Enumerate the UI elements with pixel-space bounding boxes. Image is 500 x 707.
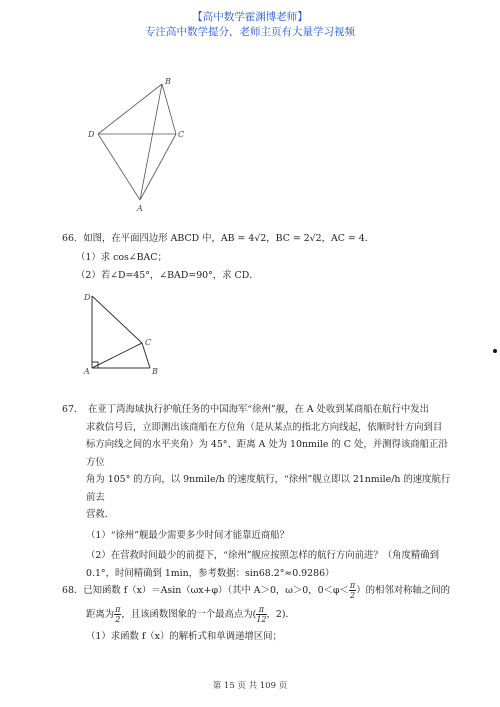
header-subtitle: 专注高中数学提分，老师主页有大量学习视频 xyxy=(145,26,355,38)
label-A: A xyxy=(137,204,143,213)
q67-line4: 角为 105° 的方向，以 9nmile/h 的速度航行，“徐州”舰立即以 21nmile/h 的速度航行前去 xyxy=(86,474,451,503)
header-title: 【高中数学霍渊博老师】 xyxy=(192,11,308,23)
q68-part1: （1）求函数 f（x）的解析式和单调递增区间； xyxy=(86,631,282,642)
q68-line2a: 距离为 xyxy=(86,609,115,620)
question-66 xyxy=(62,232,457,283)
label-C: C xyxy=(145,338,152,347)
q68-line1 xyxy=(62,580,457,602)
edge-BD xyxy=(98,84,162,134)
edge-DC xyxy=(92,296,142,343)
label-D: D xyxy=(88,130,95,139)
q68-line2b: ，且该函数图象的一个最高点为( xyxy=(121,609,257,620)
label-C: C xyxy=(178,130,185,139)
q68-line1b: ）的相邻对称轴之间的 xyxy=(356,585,450,596)
edge-BC xyxy=(162,84,176,134)
question-68 xyxy=(62,580,457,648)
q68-line1a: 68．已知函数 f（x）＝Asin（ωx+φ）（其中 A＞0，ω＞0，0＜φ＜ xyxy=(62,585,349,596)
q67-part1: （1）“徐州”舰最少需要多少时间才能靠近商船？ xyxy=(86,529,290,541)
label-B: B xyxy=(165,77,171,86)
q68-line2c: ，2)． xyxy=(266,609,295,620)
margin-dot xyxy=(493,349,497,353)
q66-stem: 66．如图，在平面四边形 ABCD 中，AB = 4√2，BC = 2√2，AC = 4． xyxy=(62,233,375,244)
q67-line1: 67． 在亚丁湾海域执行护航任务的中国海军“徐州”舰，在 A 处收到某商船在航行中发出 xyxy=(62,404,430,415)
fraction-pi-over-2: $\frac{\pi}{2}$ xyxy=(349,581,356,600)
page-footer: 第 15 页 共 109 页 xyxy=(212,681,288,691)
label-D: D xyxy=(84,293,91,302)
q66-part2: （2）若∠D=45°，∠BAD=90°，求 CD． xyxy=(76,270,259,281)
q68-line2 xyxy=(62,604,457,626)
fraction-pi-over-12: $\frac{\pi}{12}$ xyxy=(256,605,267,624)
label-A: A xyxy=(84,367,90,376)
edge-BA xyxy=(140,84,162,200)
page-header xyxy=(0,10,500,40)
q67-line2: 求救信号后，立即测出该商船在方位角（是从某点的指北方向线起，依顺时针方向到目 xyxy=(86,421,443,433)
q67-line5: 营救． xyxy=(86,509,115,520)
figure-quadrilateral-2 xyxy=(82,288,172,378)
edge-AC xyxy=(92,343,142,368)
label-B: B xyxy=(152,367,158,376)
q67-part2a: （2）在营救时间最少的前提下，“徐州”舰应按照怎样的航行方向前进？（角度精确到 xyxy=(86,550,440,561)
edge-DA xyxy=(98,134,140,200)
edge-CA xyxy=(140,134,176,200)
question-67 xyxy=(62,401,457,582)
q66-part1: （1）求 cos∠BAC； xyxy=(76,252,167,263)
fraction-pi-over-2-b: $\frac{\pi}{2}$ xyxy=(115,605,121,624)
q67-line3: 标方向线之间的水平夹角）为 45°、距离 A 处为 10nmile 的 C 处，并测得该商船正沿方位 xyxy=(86,439,448,468)
figure-quadrilateral xyxy=(86,76,198,216)
q67-part2b: 0.1°，时间精确到 1min，参考数据：sin68.2°≈0.9286） xyxy=(86,567,335,579)
